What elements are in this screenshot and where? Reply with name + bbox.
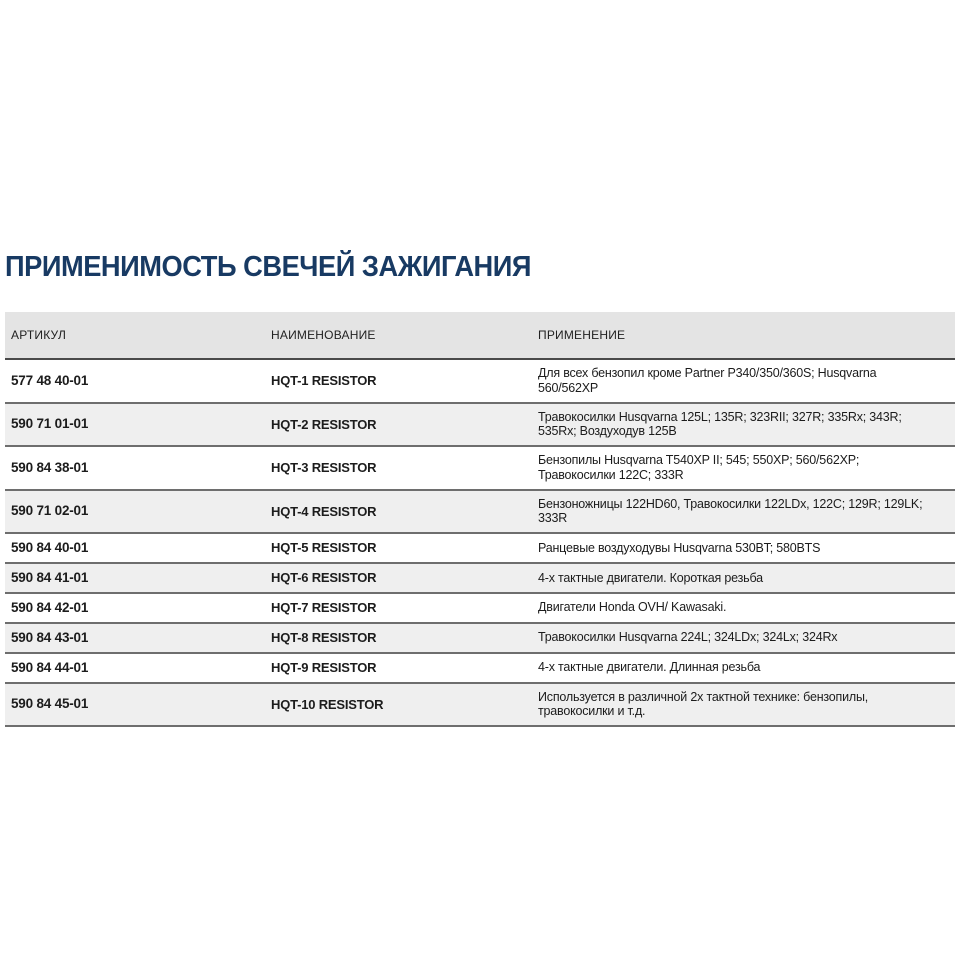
- table-row: [5, 447, 955, 491]
- name-cell: HQT-4 RESISTOR: [271, 503, 377, 519]
- application-cell: 4-х тактные двигатели. Короткая резьба: [538, 570, 763, 585]
- application-cell: Травокосилки Husqvarna 125L; 135R; 323RII; 327R; 335Rx; 343R; 535Rx; Воздуходув 125B: [538, 409, 902, 439]
- table-row: [5, 360, 955, 404]
- table-body: [5, 360, 955, 727]
- application-cell: Двигатели Honda OVH/ Kawasaki.: [538, 600, 727, 615]
- application-cell: Используется в различной 2х тактной технике: бензопилы, травокосилки и т.д.: [538, 689, 869, 719]
- page-title: ПРИМЕНИМОСТЬ СВЕЧЕЙ ЗАЖИГАНИЯ: [5, 251, 532, 283]
- table-row: [5, 684, 955, 728]
- table-header-row: [5, 312, 955, 360]
- table-row: [5, 491, 955, 535]
- application-cell: Для всех бензопил кроме Partner P340/350/360S; Husqvarna 560/562XP: [538, 366, 877, 395]
- application-cell: Ранцевые воздуходувы Husqvarna 530BT; 580BTS: [538, 540, 821, 555]
- table-row: [5, 564, 955, 594]
- application-cell: Травокосилки Husqvarna 224L; 324LDx; 324Lx; 324Rx: [538, 630, 838, 645]
- table-row: [5, 654, 955, 684]
- article-cell: 590 71 01-01: [11, 416, 89, 432]
- name-cell: HQT-3 RESISTOR: [271, 460, 377, 476]
- application-cell: 4-х тактные двигатели. Длинная резьба: [538, 660, 761, 675]
- article-cell: 590 84 43-01: [11, 629, 89, 645]
- column-header-name: НАИМЕНОВАНИЕ: [271, 327, 376, 342]
- name-cell: HQT-2 RESISTOR: [271, 416, 377, 432]
- spark-plug-applicability-table: [5, 312, 955, 727]
- table-row: [5, 594, 955, 624]
- name-cell: HQT-10 RESISTOR: [271, 696, 384, 712]
- article-cell: 590 84 44-01: [11, 659, 89, 675]
- name-cell: HQT-8 RESISTOR: [271, 630, 377, 646]
- article-cell: 590 71 02-01: [11, 503, 89, 519]
- article-cell: 590 84 42-01: [11, 599, 89, 615]
- name-cell: HQT-1 RESISTOR: [271, 373, 377, 389]
- application-cell: Бензоножницы 122HD60, Травокосилки 122LDx, 122C; 129R; 129LK; 333R: [538, 496, 923, 526]
- application-cell: Бензопилы Husqvarna T540XP II; 545; 550XP; 560/562XP; Травокосилки 122C; 333R: [538, 453, 860, 482]
- article-cell: 590 84 40-01: [11, 540, 89, 555]
- table-row: [5, 624, 955, 654]
- article-cell: 590 84 38-01: [11, 459, 89, 475]
- column-header-article: АРТИКУЛ: [11, 327, 67, 342]
- article-cell: 577 48 40-01: [11, 372, 89, 388]
- name-cell: HQT-6 RESISTOR: [271, 570, 377, 586]
- article-cell: 590 84 41-01: [11, 569, 89, 585]
- article-cell: 590 84 45-01: [11, 696, 89, 712]
- name-cell: HQT-5 RESISTOR: [271, 540, 377, 556]
- table-row: [5, 534, 955, 564]
- name-cell: HQT-7 RESISTOR: [271, 600, 377, 616]
- name-cell: HQT-9 RESISTOR: [271, 659, 377, 675]
- table-row: [5, 404, 955, 448]
- column-header-application: ПРИМЕНЕНИЕ: [538, 327, 626, 342]
